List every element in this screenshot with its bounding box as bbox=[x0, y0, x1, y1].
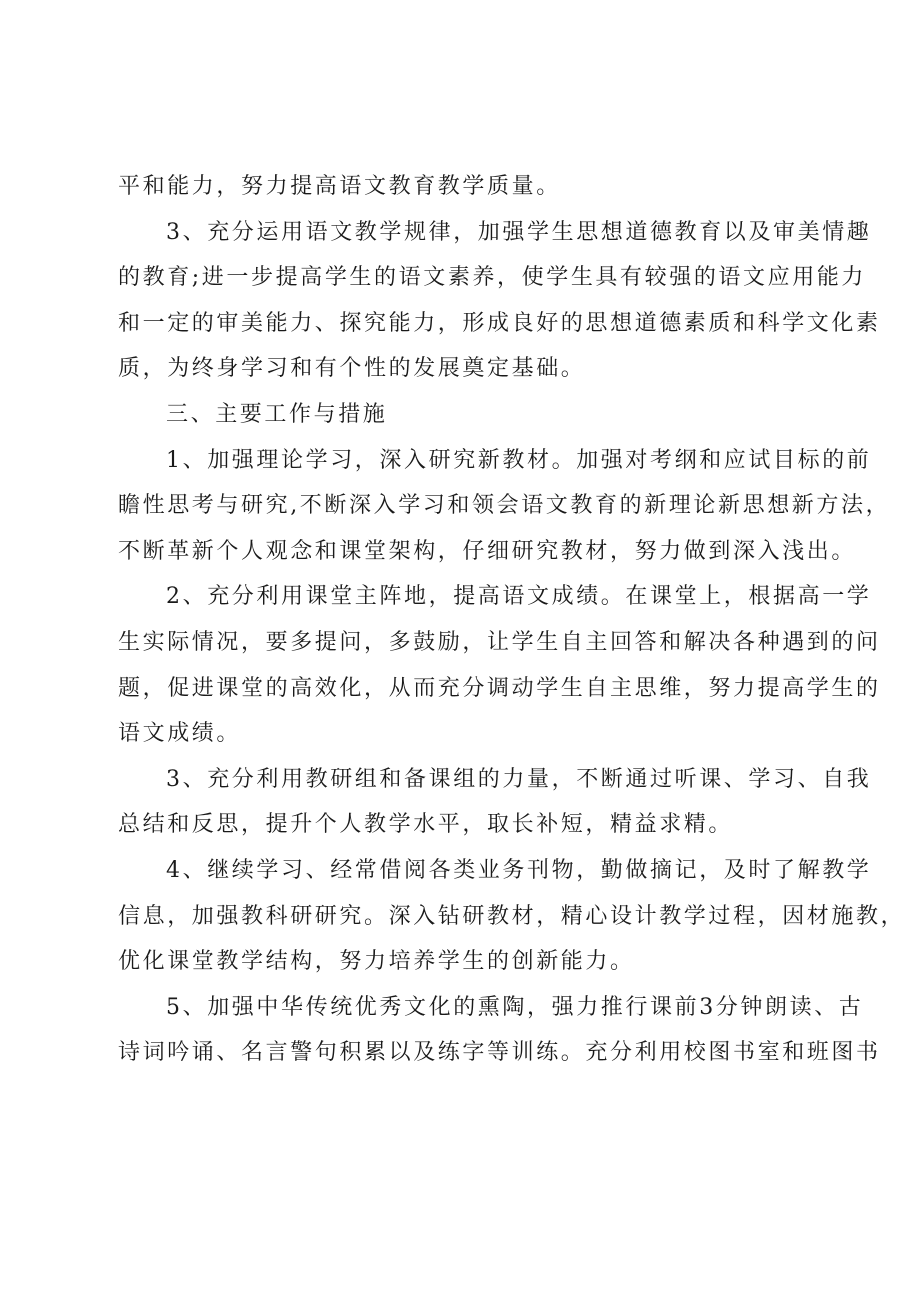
text-line-12: 题，促进课堂的高效化，从而充分调动学生自主思维，努力提高学生的 bbox=[118, 675, 881, 701]
document-body bbox=[118, 164, 906, 1076]
text-line-2: 3、充分运用语文教学规律，加强学生思想道德教育以及审美情趣 bbox=[166, 219, 872, 245]
text-line-7: 1、加强理论学习，深入研究新教材。加强对考纲和应试目标的前 bbox=[166, 447, 872, 473]
text-line-11: 生实际情况，要多提问，多鼓励，让学生自主回答和解决各种遇到的问 bbox=[118, 629, 881, 655]
text-line-18: 优化课堂教学结构，努力培养学生的创新能力。 bbox=[118, 949, 635, 975]
text-line-5: 质，为终身学习和有个性的发展奠定基础。 bbox=[118, 356, 586, 382]
text-line-8: 瞻性思考与研究,不断深入学习和领会语文教育的新理论新思想新方法， bbox=[118, 493, 891, 519]
text-line-15: 总结和反思，提升个人教学水平，取长补短，精益求精。 bbox=[118, 812, 734, 838]
text-line-14: 3、充分利用教研组和备课组的力量，不断通过听课、学习、自我 bbox=[166, 766, 872, 792]
text-line-16: 4、继续学习、经常借阅各类业务刊物，勤做摘记，及时了解教学 bbox=[166, 857, 872, 883]
text-line-10: 2、充分利用课堂主阵地，提高语文成绩。在课堂上，根据高一学 bbox=[166, 584, 872, 610]
text-line-13: 语文成绩。 bbox=[118, 721, 242, 747]
text-line-1: 平和能力，努力提高语文教育教学质量。 bbox=[118, 174, 561, 199]
text-line-20: 诗词吟诵、名言警句积累以及练字等训练。充分利用校图书室和班图书 bbox=[118, 1040, 881, 1066]
text-line-19: 5、加强中华传统优秀文化的熏陶，强力推行课前3分钟朗读、古 bbox=[166, 994, 864, 1020]
section-heading: 三、主要工作与措施 bbox=[166, 401, 388, 427]
text-line-4: 和一定的审美能力、探究能力，形成良好的思想道德素质和科学文化素 bbox=[118, 310, 881, 336]
text-line-9: 不断革新个人观念和课堂架构，仔细研究教材，努力做到深入浅出。 bbox=[118, 538, 857, 564]
text-line-3: 的教育;进一步提高学生的语文素养，使学生具有较强的语文应用能力 bbox=[118, 265, 867, 291]
text-line-17: 信息，加强教科研研究。深入钻研教材，精心设计教学过程，因材施教， bbox=[118, 903, 906, 929]
